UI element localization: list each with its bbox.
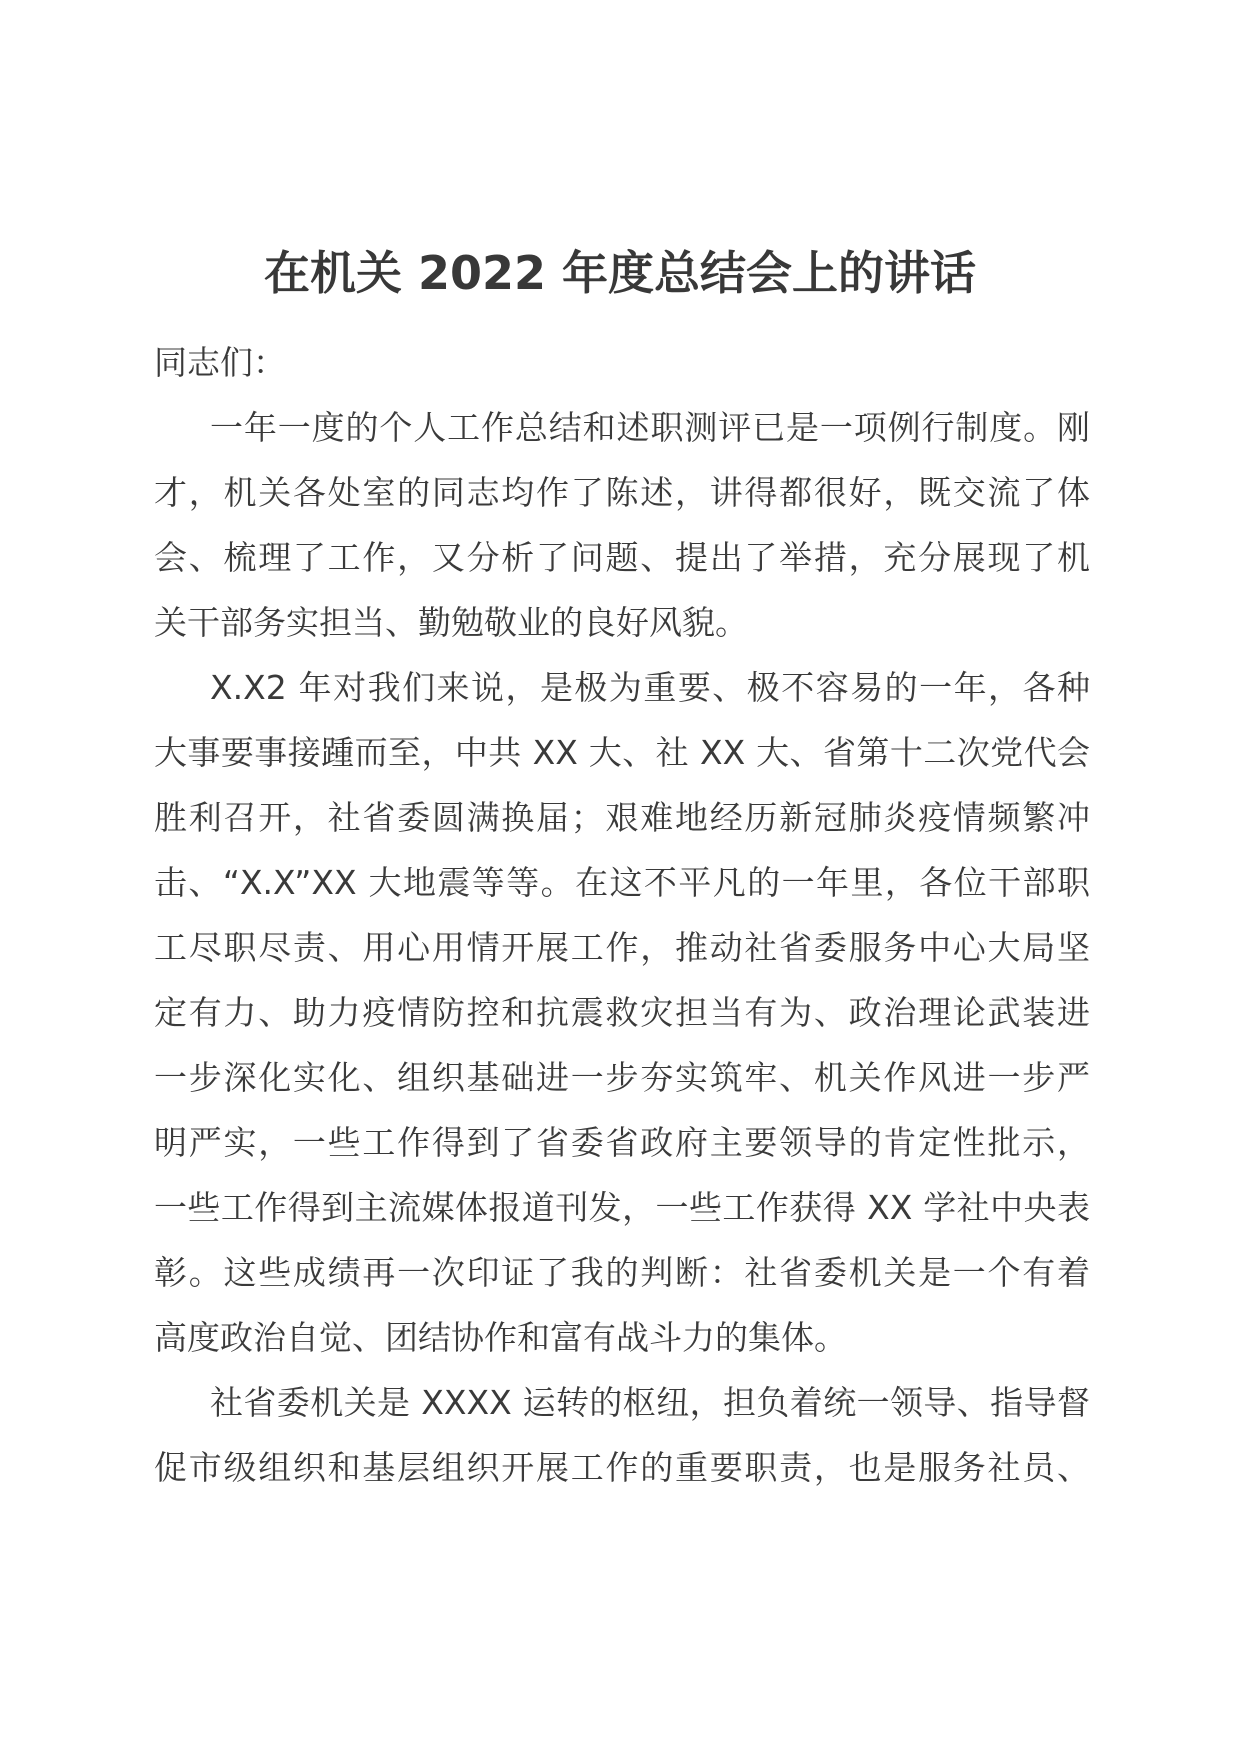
paragraph-line: 高度政治自觉、团结协作和富有战斗力的集体。 xyxy=(154,1318,847,1357)
paragraph-line: 会、梳理了工作，又分析了问题、提出了举措，充分展现了机 xyxy=(154,538,1090,577)
paragraph-line: 社省委机关是 XXXX 运转的枢纽，担负着统一领导、指导督 xyxy=(210,1383,1090,1422)
paragraph-line: 定有力、助力疫情防控和抗震救灾担当有为、政治理论武装进 xyxy=(154,993,1090,1032)
paragraph-line: 一年一度的个人工作总结和述职测评已是一项例行制度。刚 xyxy=(210,408,1090,447)
paragraph-line: 明严实，一些工作得到了省委省政府主要领导的肯定性批示， xyxy=(154,1123,1090,1162)
paragraph-line: 彰。这些成绩再一次印证了我的判断：社省委机关是一个有着 xyxy=(154,1253,1090,1292)
paragraph-line: X.X2 年对我们来说，是极为重要、极不容易的一年，各种 xyxy=(210,668,1090,707)
paragraph-line: 大事要事接踵而至，中共 XX 大、社 XX 大、省第十二次党代会 xyxy=(154,733,1090,772)
paragraph-line: 胜利召开，社省委圆满换届；艰难地经历新冠肺炎疫情频繁冲 xyxy=(154,798,1090,837)
paragraph-line: 一步深化实化、组织基础进一步夯实筑牢、机关作风进一步严 xyxy=(154,1058,1090,1097)
paragraph-line: 一些工作得到主流媒体报道刊发，一些工作获得 XX 学社中央表 xyxy=(154,1188,1090,1227)
paragraph-line: 才，机关各处室的同志均作了陈述，讲得都很好，既交流了体 xyxy=(154,473,1090,512)
paragraph-line: 促市级组织和基层组织开展工作的重要职责，也是服务社员、 xyxy=(154,1448,1090,1487)
paragraph-line: 工尽职尽责、用心用情开展工作，推动社省委服务中心大局坚 xyxy=(154,928,1090,967)
paragraph-line: 关干部务实担当、勤勉敬业的良好风貌。 xyxy=(154,603,748,642)
document-body xyxy=(154,330,1090,1500)
page-title: 在机关 2022 年度总结会上的讲话 xyxy=(263,246,977,300)
paragraph-line: 击、“X.X”XX 大地震等等。在这不平凡的一年里，各位干部职 xyxy=(154,863,1090,902)
salutation: 同志们： xyxy=(154,343,286,382)
